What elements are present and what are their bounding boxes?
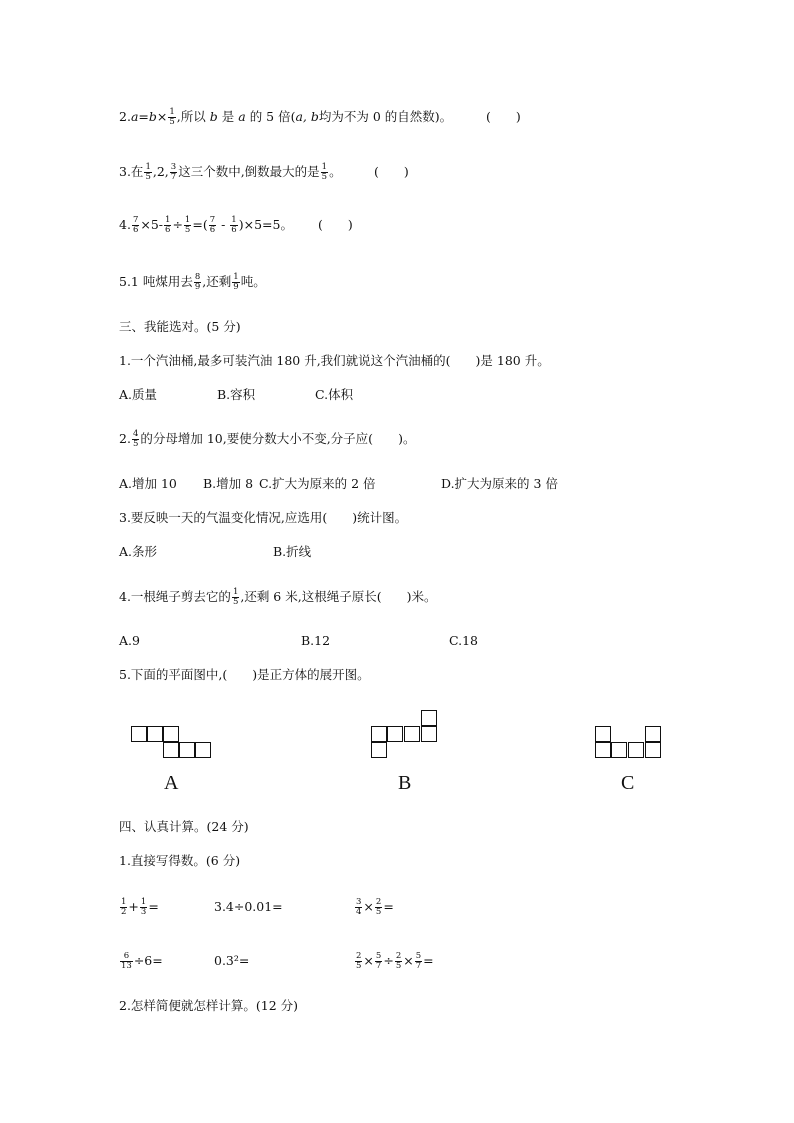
question-3-2: 2. $\frac{4}{5}$ 的分母增加 10,要使分数大小不变,分子应( )。	[119, 429, 416, 449]
option-c[interactable]: C.18	[449, 633, 478, 648]
option-b[interactable]: B.容积	[217, 387, 256, 402]
question-3-1: 1.一个汽油桶,最多可装汽油 180 升,我们就说这个汽油桶的( )是 180 升。	[119, 353, 550, 368]
calc-r2-c3: $\frac{2}{5}$ × $\frac{5}{7}$ ÷ $\frac{2}{5}$ × $\frac{5}{7}$ =	[356, 951, 434, 971]
net-label-a: A	[164, 772, 179, 794]
calc-r1-c1: $\frac{1}{2}$ + $\frac{1}{3}$ =	[121, 897, 159, 917]
option-c[interactable]: C.体积	[315, 387, 354, 402]
question-3-3: 3.要反映一天的气温变化情况,应选用( )统计图。	[119, 510, 408, 525]
calc-r1-c2: 3.4÷0.01=	[214, 899, 283, 914]
section-4-sub-1: 1.直接写得数。(6 分)	[119, 853, 241, 868]
question-2-2: 2.a=b× $\frac{1}{5}$ ,所以 b 是 a 的 5 倍(a, b均为不为 0 的自然数)。	[119, 107, 453, 127]
fraction: $\frac{1}{5}$	[169, 107, 175, 127]
option-a[interactable]: A.质量	[119, 387, 158, 402]
option-a[interactable]: A.9	[119, 633, 140, 648]
section-3-title: 三、我能选对。(5 分)	[119, 319, 241, 334]
calc-r1-c3: $\frac{3}{4}$ × $\frac{2}{5}$ =	[356, 897, 394, 917]
question-3-5: 5.下面的平面图中,( )是正方体的展开图。	[119, 667, 370, 682]
calc-r2-c1: $\frac{6}{13}$ ÷6=	[121, 951, 163, 971]
answer-paren[interactable]: ( )	[318, 217, 353, 232]
net-label-c: C	[621, 772, 635, 794]
option-c[interactable]: C.扩大为原来的 2 倍	[259, 476, 376, 491]
option-a[interactable]: A.增加 10	[119, 476, 177, 491]
question-2-5: 5.1 吨煤用去 $\frac{8}{9}$ ,还剩 $\frac{1}{9}$ 吨。	[119, 272, 266, 292]
option-b[interactable]: B.增加 8	[203, 476, 254, 491]
option-a[interactable]: A.条形	[119, 544, 158, 559]
option-b[interactable]: B.12	[301, 633, 331, 648]
net-label-b: B	[398, 772, 412, 794]
question-3-4: 4.一根绳子剪去它的 $\frac{1}{5}$ ,还剩 6 米,这根绳子原长( )米。	[119, 587, 437, 607]
section-4-sub-2: 2.怎样简便就怎样计算。(12 分)	[119, 998, 299, 1013]
question-2-3: 3.在 $\frac{1}{5}$ ,2, $\frac{3}{7}$ 这三个数中,倒数最大的是 $\frac{1}{5}$ 。	[119, 162, 342, 182]
question-2-4: 4. $\frac{7}{6}$ ×5- $\frac{1}{6}$ ÷ $\frac{1}{5}$ =( $\frac{7}{6}$ - $\frac{1}{6}$ )×5=5。	[119, 215, 293, 235]
option-d[interactable]: D.扩大为原来的 3 倍	[441, 476, 558, 491]
section-4-title: 四、认真计算。(24 分)	[119, 819, 249, 834]
option-b[interactable]: B.折线	[273, 544, 312, 559]
answer-paren[interactable]: ( )	[486, 109, 521, 124]
calc-r2-c2: 0.3²=	[214, 953, 250, 968]
answer-paren[interactable]: ( )	[374, 164, 409, 179]
